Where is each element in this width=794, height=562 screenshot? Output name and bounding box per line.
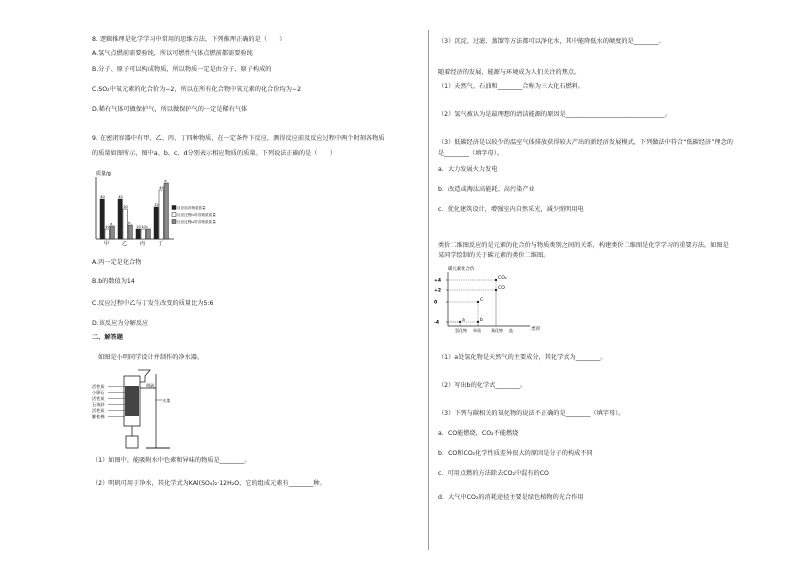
q9-option-a: A.丙一定是化合物 bbox=[92, 259, 142, 266]
category-tick-label: 盐 bbox=[509, 328, 513, 333]
q11-part1: （1）天然气、石油和________合称为三大化石燃料。 bbox=[438, 83, 585, 90]
stand-label: 支架 bbox=[162, 398, 171, 403]
q10-part3: （3）沉淀、过滤、蒸馏等方法都可以净化水，其中能降低水的硬度的是________。 bbox=[438, 38, 665, 45]
q8-option-d: D.稀有气体可做保护气，所以做保护气的一定是稀有气体 bbox=[92, 106, 248, 113]
q9-option-b: B.b的数值为14 bbox=[92, 278, 135, 285]
q12-part2: （2）写出b的化学式________。 bbox=[438, 382, 527, 389]
valence-point bbox=[477, 321, 479, 323]
q10-part2: （2）明矾可用于净水，其化学式为KAl(SO₄)₂·12H₂O，它的组成元素有________种。 bbox=[92, 480, 326, 487]
category-axis-label: 类别 bbox=[531, 327, 540, 332]
q11-intro: 随着经济的发展，能源与环境成为人们关注的焦点。 bbox=[438, 69, 581, 76]
bar-0-1 bbox=[105, 229, 109, 239]
section-2-heading: 二、解答题 bbox=[92, 334, 123, 341]
q12-option-d: d．大气中CO₂的消耗途径主要是绿色植物的光合作用 bbox=[438, 494, 584, 501]
q8-option-b: B.分子、原子可以构成物质，所以物质一定是由分子、原子构成的 bbox=[92, 66, 272, 73]
valence-point bbox=[495, 289, 497, 291]
bar-2-2 bbox=[146, 229, 150, 239]
bar-category-label: 丁 bbox=[158, 241, 164, 247]
q8-option-c: C.SO₂中氧元素的化合价为−2，所以在所有化合物中氧元素的化合价均为−2 bbox=[92, 86, 302, 93]
bar-1-0 bbox=[118, 199, 122, 239]
bar-data-label: c bbox=[146, 225, 149, 229]
valence-point-label: a bbox=[462, 318, 465, 323]
valence-tick-label: +4 bbox=[434, 278, 442, 284]
bar-data-label: 30 bbox=[123, 205, 128, 209]
q10-intro: 如图是小明同学设计并制作的净水器。 bbox=[98, 354, 204, 361]
q8-stem: 8. 逻辑推理是化学学习中常用的思维方法，下列推理正确的是（ ） bbox=[92, 36, 286, 43]
bar-data-label: a bbox=[110, 222, 113, 226]
valence-point-label: CO bbox=[498, 286, 505, 291]
q12-intro-line1: 类价二维图反应的是元素的化合价与物质类别之间的关系，构建类价二维图是化学学习的重要方法。如图是 bbox=[438, 242, 729, 249]
bar-data-label: 10 bbox=[136, 225, 141, 229]
bar-category-label: 丙 bbox=[140, 241, 146, 247]
bar-2-0 bbox=[136, 229, 140, 239]
purifier-layer-label: 石英砂 bbox=[92, 402, 105, 407]
bar-data-label: 40 bbox=[118, 195, 123, 199]
legend-swatch bbox=[172, 206, 176, 210]
category-tick-label: 氧化物 bbox=[491, 328, 503, 333]
bar-data-label: b bbox=[128, 221, 131, 225]
purifier-layer-label: 活性炭 bbox=[92, 408, 105, 413]
category-tick-label: 单质 bbox=[473, 328, 481, 333]
purifier-layers bbox=[125, 386, 139, 416]
valence-point-label: b bbox=[480, 318, 483, 323]
purifier-layer-label: 膨松棉 bbox=[92, 414, 105, 419]
q12-option-c: c．可用点燃的方法除去CO₂中混有的CO bbox=[438, 470, 549, 477]
legend-entry: 反应过程t₂时各物质质量 bbox=[177, 220, 216, 224]
q12-intro-line2: 某同学绘制的关于碳元素的类价二维图。 bbox=[438, 252, 550, 259]
water-purifier-diagram bbox=[90, 364, 190, 454]
valence-point-label: CO₂ bbox=[498, 276, 507, 281]
bar-2-1 bbox=[141, 229, 145, 239]
q9-option-d: D.该反应为分解反应 bbox=[92, 320, 149, 327]
q9-stem-line1: 9. 在密闭容器中有甲、乙、丙、丁四种物质，在一定条件下反应，测得反应前及反应过程中两个时刻各物质 bbox=[92, 135, 385, 142]
q12-option-b: b．CO和CO₂化学性质差异很大的原因是分子的构成不同 bbox=[438, 450, 593, 457]
q11-option-b: b．改造或淘汰高能耗、高污染产业 bbox=[438, 186, 535, 193]
q11-part2: （2）氢气被认为是最理想的清洁能源的原因是________________________________。 bbox=[438, 111, 671, 118]
purifier-layer-label: 活性炭 bbox=[92, 396, 105, 401]
valence-tick-label: +2 bbox=[434, 288, 442, 294]
valence-point bbox=[477, 301, 479, 303]
valence-point-label: C bbox=[480, 298, 484, 303]
bar-0-0 bbox=[100, 199, 104, 239]
bar-data-label: 10 bbox=[141, 225, 146, 229]
q11-part3-line2: 是________（填字母）。 bbox=[438, 150, 503, 157]
bar-0-2 bbox=[110, 226, 114, 239]
purifier-layer-label: 活性炭 bbox=[92, 384, 105, 389]
q12-option-a: a．CO能燃烧，CO₂不能燃烧 bbox=[438, 430, 519, 437]
legend-swatch bbox=[172, 220, 176, 224]
q12-part1: （1）a处氢化物是天然气的主要成分，其化学式为________。 bbox=[438, 354, 607, 361]
bar-3-2 bbox=[164, 183, 168, 239]
q12-part3: （3）下列与碳相关的氧化物的说法不正确的是________（填字母）。 bbox=[438, 410, 625, 417]
legend-entry: 反应前各物质质量 bbox=[177, 206, 206, 210]
bar-data-label: 49 bbox=[159, 186, 164, 190]
category-tick-label: 氢化物 bbox=[455, 328, 467, 333]
q11-option-a: a．大力发展火力发电 bbox=[438, 166, 498, 173]
mass-bar-chart bbox=[92, 169, 216, 249]
legend-swatch bbox=[172, 213, 176, 217]
collecting-cup bbox=[126, 436, 138, 448]
bar-chart-ylabel: 质量/g bbox=[96, 171, 111, 177]
bar-3-0 bbox=[154, 207, 158, 239]
valence-point bbox=[495, 279, 497, 281]
q9-stem-line2: 的质量如图所示，图中a、b、c、d分别表示相应物质的质量。下列说法正确的是（ ） bbox=[92, 150, 336, 157]
bar-data-label: 40 bbox=[100, 195, 105, 199]
q9-option-c: C.反应过程中乙与丁发生改变的质量比为5:6 bbox=[92, 300, 214, 307]
q11-option-c: c．优化建筑设计，增强室内自然采光，减少照明用电 bbox=[438, 206, 584, 213]
valence-tick-label: 0 bbox=[434, 300, 438, 306]
q10-part1: （1）如图中，能吸附水中色素和异味的物质是________。 bbox=[92, 457, 251, 464]
carbon-valence-chart bbox=[428, 264, 548, 336]
bar-data-label: 32 bbox=[154, 203, 159, 207]
bar-1-1 bbox=[123, 209, 127, 239]
q11-part3-line1: （3）低碳经济是以较少的温室气体排放获得较大产出的新经济发展模式，下列做法中符合“低碳经济”理念的 bbox=[438, 139, 733, 146]
legend-entry: 反应过程t₁时各物质质量 bbox=[177, 213, 216, 217]
valence-tick-label: -4 bbox=[434, 320, 440, 326]
bar-data-label: d bbox=[164, 179, 167, 183]
q8-option-a: A.氢气点燃前需要验纯，所以可燃性气体点燃前都需要验纯 bbox=[92, 50, 253, 57]
bar-data-label: 10 bbox=[105, 225, 110, 229]
bar-category-label: 乙 bbox=[122, 241, 128, 247]
valence-axis-label: 碳元素化合价 bbox=[448, 267, 475, 272]
alum-label: 明矾 bbox=[146, 383, 155, 388]
purifier-layer-label: 小卵石 bbox=[92, 390, 105, 395]
bar-1-2 bbox=[128, 225, 132, 239]
bar-category-label: 甲 bbox=[104, 241, 110, 247]
bar-3-1 bbox=[159, 190, 163, 239]
